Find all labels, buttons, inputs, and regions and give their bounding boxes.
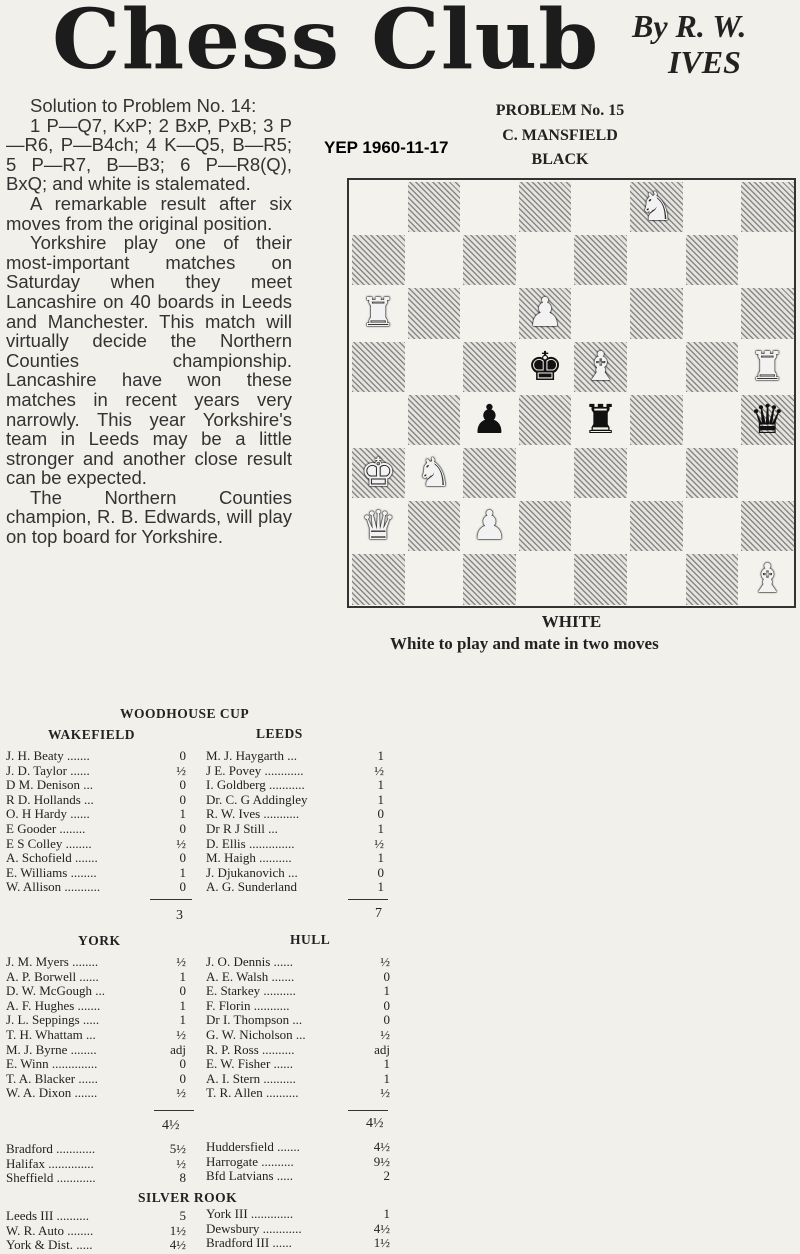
result-row: [206, 807, 384, 822]
board-square: [463, 554, 516, 604]
board-square: [686, 395, 739, 445]
player-name: Dr. C. G Addingley: [206, 791, 308, 807]
byline-line-1: By R. W.: [632, 8, 747, 44]
player-name: M. J. Byrne ........: [6, 1041, 97, 1057]
player-score: 1: [377, 791, 384, 807]
board-square: [463, 448, 516, 498]
result-row: [206, 1043, 390, 1058]
board-square: [630, 395, 683, 445]
player-name: York III .............: [206, 1206, 294, 1221]
article-paragraph: 1 P—Q7, KxP; 2 BxP, PxB; 3 P—R6, P—B4ch; 4 K—Q5, B—R5; 5 P—R7, B—B3; 6 P—R8(Q), BxQ; and white is stalemated.: [6, 114, 292, 195]
player-name: D. W. McGough ...: [6, 983, 105, 999]
board-square: [630, 501, 683, 551]
player-score: 5½: [169, 1141, 186, 1156]
player-name: T. R. Allen ..........: [206, 1085, 299, 1101]
player-name: York & Dist. .....: [6, 1237, 93, 1253]
result-row: [6, 1013, 186, 1028]
leeds-results: [206, 749, 384, 895]
player-score: 1½: [169, 1222, 186, 1238]
board-square: [630, 235, 683, 285]
result-row: [6, 778, 186, 793]
player-name: A. P. Borwell ......: [6, 968, 99, 984]
result-row: [6, 1224, 186, 1239]
white-pawn-piece: ♟: [527, 290, 564, 337]
total-rule: [150, 899, 192, 900]
player-score: 0: [179, 791, 186, 807]
player-name: M. Haigh ..........: [206, 850, 292, 866]
board-square: [630, 554, 683, 604]
player-name: W. Allison ...........: [6, 879, 101, 895]
player-name: E. Williams ........: [6, 864, 97, 880]
player-score: 0: [179, 850, 186, 866]
player-score: 1: [383, 1206, 390, 1221]
result-row: [206, 1057, 390, 1072]
board-square: [686, 235, 739, 285]
board-square: [574, 182, 627, 232]
result-row: [206, 970, 390, 985]
result-row: [6, 1209, 186, 1224]
masthead-title: Chess Club: [52, 0, 600, 88]
player-name: Bfd Latvians .....: [206, 1168, 294, 1184]
board-square: [352, 554, 405, 604]
article-paragraph: Solution to Problem No. 14:: [30, 95, 257, 116]
team-heading-hull: HULL: [290, 932, 331, 947]
result-row: [206, 837, 384, 852]
player-score: 9½: [373, 1153, 390, 1169]
player-score: ½: [176, 1155, 186, 1171]
player-name: A. G. Sunderland: [206, 879, 297, 895]
white-rook-piece: ♜: [749, 343, 786, 390]
team-heading-leeds: LEEDS: [256, 726, 303, 741]
silver-rook-right: [206, 1207, 390, 1251]
player-score: 0: [179, 1056, 186, 1072]
result-row: [6, 1043, 186, 1058]
player-name: A. F. Hughes .......: [6, 997, 101, 1013]
board-square: [574, 288, 627, 338]
result-row: [6, 999, 186, 1014]
player-score: ½: [380, 1085, 390, 1101]
board-square: [519, 395, 572, 445]
player-name: F. Florin ...........: [206, 997, 290, 1013]
article-paragraph: Yorkshire play one of their most-important matches on Saturday when they meet Lancashire on 40 boards in Leeds and Manchester. This match will virtually decide the Northern Counties championship. Lancashire have won these matches in recent years very narrowly. This year Yorkshire's team in Leeds may be a little stronger and another close result can be expected.: [6, 232, 292, 489]
player-name: W. R. Auto ........: [6, 1222, 94, 1238]
board-square: [519, 554, 572, 604]
player-name: Dewsbury ............: [206, 1220, 302, 1236]
player-name: E. Winn ..............: [6, 1056, 98, 1072]
player-score: ½: [176, 1026, 186, 1042]
team-heading-york: YORK: [78, 933, 121, 948]
player-score: ½: [374, 762, 384, 778]
white-pawn-piece: ♟: [471, 503, 508, 550]
white-queen-piece: ♛: [360, 503, 397, 550]
player-score: 8: [179, 1170, 186, 1186]
board-square: [519, 501, 572, 551]
chess-board: [347, 178, 796, 608]
result-row: [206, 955, 390, 970]
player-score: 4½: [169, 1237, 186, 1253]
york-total: 4½: [162, 1118, 180, 1133]
player-score: 0: [179, 820, 186, 836]
board-square: [686, 501, 739, 551]
board-square: [352, 235, 405, 285]
player-name: E S Colley ........: [6, 835, 92, 851]
result-row: [206, 1013, 390, 1028]
player-name: Bradford ............: [6, 1141, 96, 1156]
result-row: [6, 970, 186, 985]
result-row: [206, 880, 384, 895]
board-square: [408, 182, 461, 232]
problem-composer: C. MANSFIELD: [502, 127, 618, 144]
board-square: [408, 342, 461, 392]
player-score: 0: [179, 879, 186, 895]
result-row: [206, 778, 384, 793]
white-label: WHITE: [541, 612, 602, 631]
result-row: [206, 764, 384, 779]
player-name: Harrogate ..........: [206, 1153, 294, 1169]
result-row: [6, 807, 186, 822]
player-name: J. H. Beaty .......: [6, 748, 90, 763]
board-square: [574, 554, 627, 604]
player-name: D M. Denison ...: [6, 777, 94, 793]
result-row: [206, 1072, 390, 1087]
board-square: [741, 182, 794, 232]
result-row: [6, 851, 186, 866]
player-score: 1: [377, 820, 384, 836]
byline-line-2: IVES: [668, 44, 741, 80]
black-pawn-piece: ♟: [471, 396, 508, 443]
other-results-right: [206, 1140, 390, 1184]
player-score: ½: [374, 835, 384, 851]
player-score: 5: [179, 1208, 186, 1223]
player-score: 1: [377, 748, 384, 763]
total-rule: [154, 1110, 194, 1111]
player-score: ½: [176, 1085, 186, 1101]
problem-caption: White to play and mate in two moves: [390, 634, 659, 653]
other-results-left: [6, 1142, 186, 1186]
player-name: A. E. Walsh .......: [206, 968, 295, 984]
result-row: [206, 984, 390, 999]
result-row: [206, 1028, 390, 1043]
result-row: [206, 1236, 390, 1251]
board-square: [463, 288, 516, 338]
white-rook-piece: ♜: [360, 290, 397, 337]
article-paragraph: A remarkable result after six moves from the original position.: [6, 192, 292, 234]
player-name: E Gooder ........: [6, 820, 86, 836]
player-score: 1: [179, 806, 186, 822]
result-row: [6, 1238, 186, 1253]
york-results: [6, 955, 186, 1101]
player-score: 1½: [373, 1235, 390, 1251]
board-square: [630, 448, 683, 498]
result-row: [206, 866, 384, 881]
result-row: [6, 1142, 186, 1157]
board-square: [408, 501, 461, 551]
player-name: O. H Hardy ......: [6, 806, 90, 822]
board-square: [686, 448, 739, 498]
board-square: [686, 554, 739, 604]
player-score: 4½: [373, 1139, 390, 1154]
player-score: ½: [176, 954, 186, 969]
board-square: [352, 182, 405, 232]
leeds-total: 7: [375, 906, 382, 921]
player-name: J. Djukanovich ...: [206, 864, 298, 880]
player-name: R D. Hollands ...: [6, 791, 94, 807]
board-square: [463, 235, 516, 285]
result-row: [206, 793, 384, 808]
result-row: [6, 955, 186, 970]
player-score: 1: [377, 850, 384, 866]
player-name: Leeds III ..........: [6, 1208, 90, 1223]
board-square: [630, 342, 683, 392]
player-score: 0: [179, 1070, 186, 1086]
player-score: ½: [380, 954, 390, 969]
board-square: [408, 554, 461, 604]
player-score: 0: [383, 968, 390, 984]
board-square: [686, 182, 739, 232]
player-name: J. M. Myers ........: [6, 954, 99, 969]
white-bishop-piece: ♝: [749, 556, 786, 603]
player-score: 0: [377, 864, 384, 880]
player-name: R. P. Ross ..........: [206, 1041, 295, 1057]
player-score: 1: [383, 983, 390, 999]
board-square: [352, 342, 405, 392]
white-knight-piece: ♞: [415, 450, 452, 497]
player-score: 0: [179, 748, 186, 763]
white-knight-piece: ♞: [638, 184, 675, 231]
white-king-piece: ♚: [360, 450, 397, 497]
player-score: ½: [380, 1026, 390, 1042]
player-name: Dr R J Still ...: [206, 820, 278, 836]
player-name: J. D. Taylor ......: [6, 762, 90, 778]
result-row: [6, 1028, 186, 1043]
player-score: 0: [179, 983, 186, 999]
black-rook-piece: ♜: [582, 396, 619, 443]
result-row: [206, 1207, 390, 1222]
board-square: [463, 342, 516, 392]
player-name: J. O. Dennis ......: [206, 954, 294, 969]
result-row: [6, 1171, 186, 1186]
player-name: Sheffield ............: [6, 1170, 96, 1186]
result-row: [6, 1057, 186, 1072]
result-row: [6, 793, 186, 808]
player-name: Dr I. Thompson ...: [206, 1012, 303, 1028]
player-name: Bradford III ......: [206, 1235, 292, 1251]
player-name: W. A. Dixon .......: [6, 1085, 98, 1101]
result-row: [206, 999, 390, 1014]
date-stamp: YEP 1960-11-17: [324, 138, 449, 157]
player-score: 0: [377, 806, 384, 822]
player-name: J. L. Seppings .....: [6, 1012, 100, 1028]
player-score: adj: [170, 1041, 186, 1057]
board-square: [574, 235, 627, 285]
result-row: [206, 1155, 390, 1170]
result-row: [206, 1222, 390, 1237]
player-score: 1: [377, 777, 384, 793]
board-square: [686, 342, 739, 392]
result-row: [6, 749, 186, 764]
player-name: G. W. Nicholson ...: [206, 1026, 306, 1042]
result-row: [6, 764, 186, 779]
player-score: 1: [179, 864, 186, 880]
board-square: [741, 235, 794, 285]
player-name: E. W. Fisher ......: [206, 1056, 294, 1072]
result-row: [6, 1157, 186, 1172]
result-row: [6, 866, 186, 881]
result-row: [206, 822, 384, 837]
result-row: [6, 837, 186, 852]
result-row: [6, 1072, 186, 1087]
player-score: 0: [383, 1012, 390, 1028]
board-square: [574, 448, 627, 498]
wakefield-total: 3: [176, 908, 183, 923]
player-name: A. Schofield .......: [6, 850, 98, 866]
player-name: M. J. Haygarth ...: [206, 748, 297, 763]
board-square: [574, 501, 627, 551]
team-heading-wakefield: WAKEFIELD: [48, 727, 136, 742]
result-row: [206, 1086, 390, 1101]
board-square: [741, 288, 794, 338]
board-square: [408, 288, 461, 338]
player-name: E. Starkey ..........: [206, 983, 296, 999]
board-square: [519, 182, 572, 232]
board-square: [519, 235, 572, 285]
player-score: 0: [383, 997, 390, 1013]
player-name: R. W. Ives ...........: [206, 806, 300, 822]
player-score: 2: [383, 1168, 390, 1184]
player-name: Halifax ..............: [6, 1155, 94, 1171]
player-score: 1: [179, 968, 186, 984]
result-row: [206, 749, 384, 764]
problem-title: PROBLEM No. 15: [495, 102, 625, 119]
player-score: 1: [179, 997, 186, 1013]
board-square: [463, 182, 516, 232]
board-square: [352, 395, 405, 445]
player-name: T. H. Whattam ...: [6, 1026, 96, 1042]
black-label: BLACK: [531, 151, 589, 168]
result-row: [206, 851, 384, 866]
player-score: adj: [374, 1041, 390, 1057]
player-name: A. I. Stern ..........: [206, 1070, 296, 1086]
result-row: [6, 984, 186, 999]
board-square: [630, 288, 683, 338]
board-square: [686, 288, 739, 338]
article-paragraph: The Northern Counties champion, R. B. Edwards, will play on top board for Yorkshire.: [6, 486, 292, 548]
result-row: [6, 822, 186, 837]
player-score: 1: [179, 1012, 186, 1028]
board-square: [741, 501, 794, 551]
total-rule: [348, 1110, 388, 1111]
board-square: [741, 448, 794, 498]
player-name: Huddersfield .......: [206, 1139, 300, 1154]
result-row: [206, 1169, 390, 1184]
player-score: 1: [377, 879, 384, 895]
player-score: ½: [176, 762, 186, 778]
black-queen-piece: ♛: [749, 396, 786, 443]
black-king-piece: ♚: [527, 343, 564, 390]
player-name: I. Goldberg ...........: [206, 777, 305, 793]
board-square: [408, 395, 461, 445]
player-score: 0: [179, 777, 186, 793]
board-square: [408, 235, 461, 285]
player-score: ½: [176, 835, 186, 851]
wakefield-results: [6, 749, 186, 895]
player-score: 4½: [373, 1220, 390, 1236]
hull-results: [206, 955, 390, 1101]
hull-total: 4½: [366, 1116, 384, 1131]
board-square: [519, 448, 572, 498]
result-row: [6, 880, 186, 895]
player-name: D. Ellis ..............: [206, 835, 295, 851]
total-rule: [348, 899, 388, 900]
article-column: [6, 96, 292, 547]
result-row: [206, 1140, 390, 1155]
player-name: J E. Povey ............: [206, 762, 304, 778]
player-name: T. A. Blacker ......: [6, 1070, 98, 1086]
result-row: [6, 1086, 186, 1101]
white-bishop-piece: ♝: [582, 343, 619, 390]
silver-rook-heading: SILVER ROOK: [138, 1190, 238, 1205]
silver-rook-left: [6, 1209, 186, 1253]
woodhouse-cup-heading: WOODHOUSE CUP: [120, 706, 250, 721]
player-score: 1: [383, 1056, 390, 1072]
player-score: 1: [383, 1070, 390, 1086]
